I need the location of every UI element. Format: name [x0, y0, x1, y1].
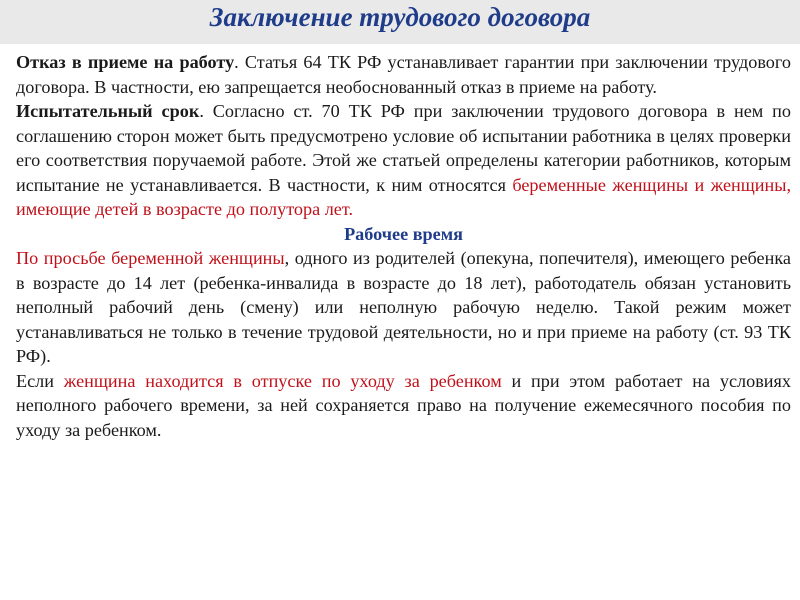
childcare-highlight: женщина находится в отпуске по уходу за ребенком: [63, 370, 502, 391]
probation-text: . Согласно ст. 70 ТК РФ при заключении трудового договора в нем по соглашению сторон может быть предусмотрено условие об испытании работника в целях проверки его соответствия поручаемой работе. Этой же статьей определены категории работников, которым испытание не устанавливается. В частности, к ним относятся: [16, 101, 791, 195]
term-job-refusal: Отказ в приеме на работу: [16, 52, 235, 72]
body-text: [16, 50, 791, 442]
part-time-highlight: По просьбе беременной женщины: [16, 248, 285, 268]
paragraph-childcare-benefit: [16, 369, 791, 443]
section-title-working-time: Рабочее время: [344, 223, 463, 244]
term-probation: Испытательный срок: [16, 101, 200, 121]
content-panel: [0, 44, 800, 600]
childcare-text-after: и при этом работает на условиях неполного рабочего времени, за ней сохраняется право на получение ежемесячного пособия по уходу за ребенком.: [16, 370, 791, 440]
paragraph-part-time: [16, 246, 791, 369]
paragraph-job-refusal: [16, 50, 791, 99]
childcare-text-before: Если: [16, 370, 64, 391]
page-title: Заключение трудового договора: [209, 2, 591, 32]
paragraph-probation: [16, 99, 791, 222]
part-time-text: , одного из родителей (опекуна, попечителя), имеющего ребенка в возрасте до 14 лет (ребенка-инвалида в возрасте до 18 лет), работодатель обязан установить неполный рабочий день (смену) или неполную рабочую неделю. Такой режим может устанавливаться не только в течение трудовой деятельности, но и при приеме на работу (ст. 93 ТК РФ).: [16, 248, 791, 366]
job-refusal-text: . Статья 64 ТК РФ устанавливает гарантии при заключении трудового договора. В частности, ею запрещается необоснованный отказ в приеме на работу.: [16, 52, 791, 97]
title-band: [0, 0, 800, 42]
probation-highlight: беременные женщины и женщины, имеющие детей в возрасте до полутора лет.: [16, 174, 791, 219]
